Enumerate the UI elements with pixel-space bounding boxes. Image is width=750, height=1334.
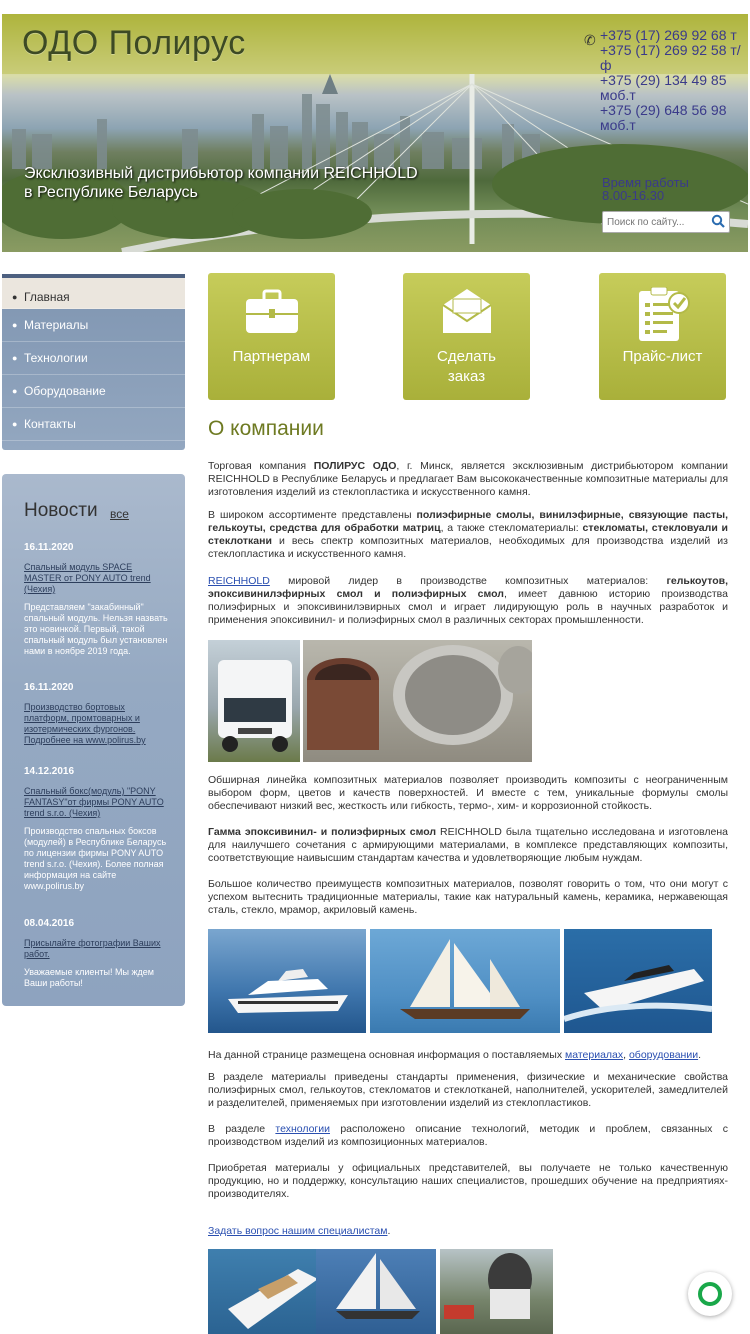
sailboat-photo [370,929,560,1033]
bullet-icon: ● [12,353,18,363]
menu-item-label: Контакты [24,417,76,431]
paragraph-technologies [208,1123,728,1149]
news-item [24,542,172,657]
text: мировой лидер в производстве композитных материалов: [269,575,667,587]
phone-number: +375 (29) 134 49 85 моб.т [600,72,727,103]
news-link[interactable]: Производство бортовых платформ, промтоварных и изотермических фургонов. Подробнее на www.polirus.by [24,702,146,745]
paragraph-intro [208,460,728,499]
search-icon[interactable] [711,214,725,228]
news-title: Новости [24,500,98,521]
bullet-icon: ● [12,419,18,429]
search-box [602,211,730,233]
news-link[interactable]: Спальный модуль SPACE MASTER от PONY AUTO trend (Чехия) [24,562,151,594]
page-title: О компании [208,417,324,440]
briefcase-icon [242,287,302,337]
paragraph-support: Приобретая материалы у официальных представителей, вы получаете не только качественную продукцию, но и поддержку, консультацию наших специалистов, прошедших обучение на предприятиях-производителях. [208,1162,728,1200]
news-item [24,766,172,892]
tagline-line-2: в Республике Беларусь [24,184,198,201]
text: , имеет давнюю историю производства полиэфирных и эпоксивинилэвирных смол и играет лидирующую роль в научных разработок и применения эпоксивинил- и полиэфирных смол в различных секторах промышленности. [208,588,728,626]
text: , а также стекломатериалы: [440,522,583,534]
text-bold: Гамма эпоксивинил- и полиэфирных смол [208,826,437,838]
hours-value: 8.00-16.30 [602,188,665,203]
materials-link[interactable]: материалах [565,1049,624,1061]
text: В разделе [208,1123,276,1135]
text-bold: полиэфирные смолы, винилэфирные, связующие пасты, гелькоуты, средства для обработки матриц [208,509,728,534]
menu-item-contacts[interactable] [2,408,185,441]
envelope-icon [437,287,497,337]
text: Торговая компания [208,460,314,472]
company-name: ПОЛИРУС ОДО [313,460,397,472]
tile-partners[interactable] [208,273,335,400]
news-date: 08.04.2016 [24,918,75,929]
news-link[interactable]: Присылайте фотографии Ваших работ. [24,938,161,959]
speedboat-image [564,929,712,1033]
text-bold: стекломаты, стекловуали и стеклоткани [208,522,728,547]
menu-item-equipment[interactable] [2,375,185,408]
transport-photo [440,1249,553,1334]
text: В широком ассортименте представлены [208,509,417,521]
phone-number: +375 (29) 648 56 98 моб.т [600,102,727,133]
menu-item-home[interactable] [2,274,185,309]
text: расположено описание технологий, методик и проблем, связанных с производством изделий из композиционных материалов. [208,1123,728,1148]
truck-image [208,640,300,762]
news-text: Уважаемые клиенты! Мы ждем Ваши работы! [24,967,154,988]
pipes-image [303,640,532,762]
tile-label-1: Сделать [437,348,496,365]
text: REICHHOLD была тщательно исследована и изготовлена для наилучшего сочетания с армирующими материалами, в комплексе представляющих композиты, соответствующие наивысшим стандартам качества и удовлетворяющие любым нуждам. [208,826,728,864]
paragraph-advantages: Большое количество преимуществ композитных материалов, позволят говорить о том, что они могут с успехом вытеснить традиционные материалы, такие как натуральный камень, керамика, нержавеющая сталь, стекло, мрамор, акриловый камень. [208,878,728,916]
reichhold-link[interactable]: REICHHOLD [208,575,270,587]
news-panel [2,474,185,1006]
phone-icon: ✆ [584,32,596,48]
news-date: 16.11.2020 [24,682,74,693]
paragraph-info [208,1049,728,1062]
tile-label: Партнерам [232,348,311,365]
tile-order[interactable] [403,273,530,400]
text: , г. Минск, является эксклюзивным дистрибьютором компании REICHHOLD в Республике Беларусь и предлагает Вам высококачественные композитные материалы для изготовления изделий из стеклопластика и искусственного камня. [208,460,728,498]
text: , [623,1049,629,1061]
news-text: Представляем "закабинный" спальный модуль. Нельзя назвать это новинкой. Первый, такой спальный модуль был установлен нами в ноябре 2019 года. [24,602,168,656]
site-logo[interactable]: ОДО Полирус [22,24,246,62]
technologies-link[interactable]: технологии [275,1123,330,1135]
text: На данной странице размещена основная информация о поставляемых [208,1049,565,1061]
news-item [24,682,172,753]
transport-image [440,1249,553,1334]
sailing-photo [316,1249,436,1334]
menu-item-technologies[interactable] [2,342,185,375]
news-text: Производство спальных боксов (модулей) в Республике Беларусь по лицензии фирмы PONY AUTO trend s.r.o. (Чехия). Более полная информация на сайте www.polirus.by [24,826,167,891]
pipes-photo [303,640,532,762]
paragraph-range: Обширная линейка композитных материалов позволяет производить композиты с неограниченным выбором форм, цветов и качеств поверхностей. И вместе с тем, уникальные формулы смолы обеспечивают низкий вес, жесткость или гибкость, термо-, хим- и коррозионной стойкость. [208,774,728,812]
main-menu [2,274,185,450]
paragraph-reichhold [208,575,728,627]
yacht-image [208,929,366,1033]
paragraph-assortment [208,509,728,561]
checklist-icon [633,287,693,343]
menu-item-materials[interactable] [2,309,185,342]
tile-label: Прайс-лист [622,348,703,365]
menu-item-label: Оборудование [24,384,106,398]
phone-number: +375 (17) 269 92 68 т [600,27,737,43]
ask-specialists-link[interactable]: Задать вопрос нашим специалистам [208,1225,388,1237]
bullet-icon: ● [12,386,18,396]
text: и весь спектр композитных материалов, необходимых для производства изделий из стеклопластика и искусственного камня. [208,535,728,560]
text: . [387,1225,391,1237]
ask-block [208,1225,728,1238]
truck-photo [208,640,300,762]
paragraph-materials: В разделе материалы приведены стандарты применения, физические и механические свойства полиэфирных смол, гелькоутов, стекломатов и стеклотканей, наполнителей, ускорителей, замедлителей и разделителей, применяемых при изготовлении изделий из стеклопластиков. [208,1071,728,1109]
phone-list [600,28,748,133]
tagline-line-1: Эксклюзивный дистрибьютор компании REICHHOLD [24,165,418,182]
sailboat-image [370,929,560,1033]
header-tagline [24,164,444,202]
yacht-photo [208,929,366,1033]
menu-item-label: Технологии [24,351,88,365]
bullet-icon: ● [12,292,18,302]
text: . [698,1049,702,1061]
working-hours [602,176,742,202]
hours-label: Время работы [602,175,689,190]
text-bold: гелькоутов, эпоксивинилэфирных смол и полиэфирных смол [208,575,728,600]
equipment-link[interactable]: оборудовании [628,1049,699,1061]
paragraph-gamma [208,826,728,865]
site-header [2,14,748,252]
menu-item-label: Материалы [24,318,89,332]
news-date: 14.12.2016 [24,766,75,777]
tile-label-2: заказ [447,368,486,385]
speedboat-photo [564,929,712,1033]
phone-number: +375 (17) 269 92 58 т/ф [600,42,741,73]
news-link[interactable]: Спальный бокс(модуль) "PONY FANTASY"от фирмы PONY AUTO trend s.r.o. (Чехия) [24,786,164,818]
chat-widget-button[interactable] [688,1272,732,1316]
search-input[interactable] [603,214,711,232]
news-date: 16.11.2020 [24,542,74,553]
menu-item-label: Главная [24,290,70,304]
news-all-link[interactable]: все [110,507,129,521]
bullet-icon: ● [12,320,18,330]
tile-price-list[interactable] [599,273,726,400]
sailing-image [316,1249,436,1334]
news-item [24,918,172,989]
